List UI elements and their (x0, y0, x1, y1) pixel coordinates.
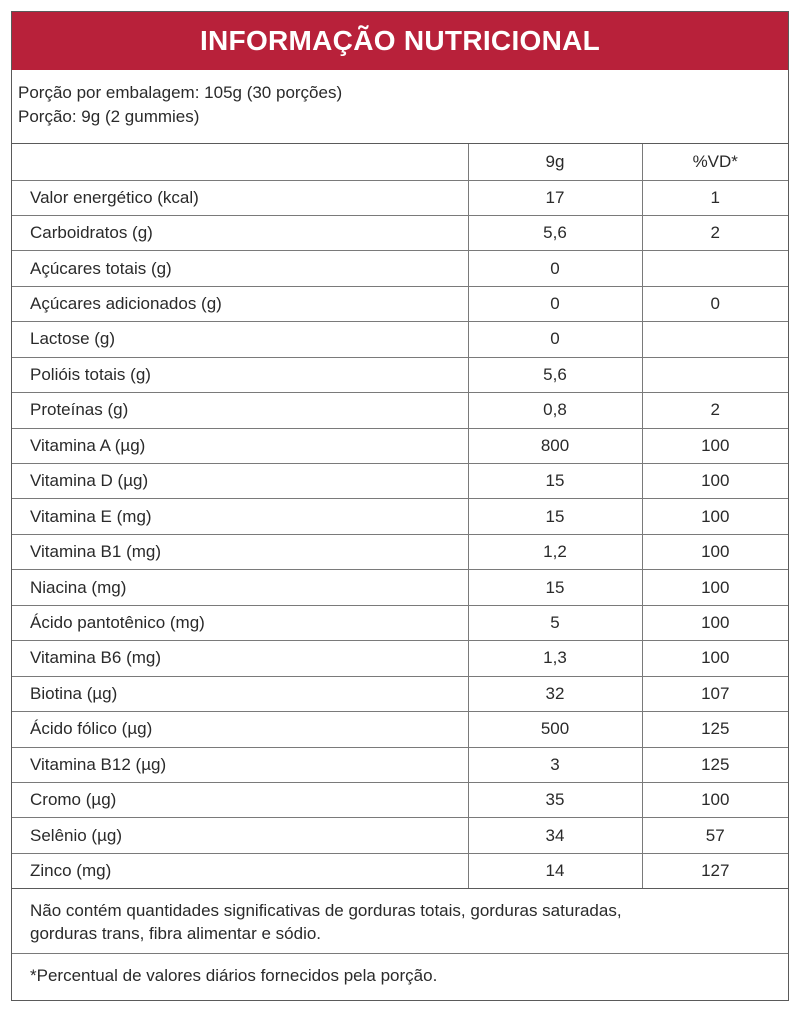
nutrient-daily-value: 100 (642, 605, 788, 640)
nutrient-daily-value: 2 (642, 393, 788, 428)
table-row (12, 499, 788, 534)
table-row (12, 428, 788, 463)
portion-info (12, 70, 788, 144)
nutrient-daily-value: 100 (642, 534, 788, 569)
nutrient-name: Açúcares totais (g) (12, 251, 468, 286)
label-header (12, 12, 788, 70)
table-row (12, 712, 788, 747)
nutrient-name: Vitamina B12 (µg) (12, 747, 468, 782)
nutrient-quantity: 800 (468, 428, 642, 463)
table-row (12, 641, 788, 676)
nutrient-daily-value: 100 (642, 464, 788, 499)
nutrient-quantity: 35 (468, 782, 642, 817)
nutrient-quantity: 14 (468, 853, 642, 888)
nutrient-daily-value: 125 (642, 712, 788, 747)
nutrient-quantity: 32 (468, 676, 642, 711)
nutrient-name: Açúcares adicionados (g) (12, 286, 468, 321)
table-row (12, 464, 788, 499)
nutrient-name: Valor energético (kcal) (12, 180, 468, 215)
nutrient-daily-value: 1 (642, 180, 788, 215)
nutrient-name: Vitamina B1 (mg) (12, 534, 468, 569)
nutrient-name: Polióis totais (g) (12, 357, 468, 392)
nutrient-quantity: 0,8 (468, 393, 642, 428)
nutrient-daily-value: 100 (642, 499, 788, 534)
nutrient-daily-value: 0 (642, 286, 788, 321)
table-row (12, 676, 788, 711)
nutrient-daily-value: 100 (642, 570, 788, 605)
table-row (12, 286, 788, 321)
serving-size: Porção: 9g (2 gummies) (18, 107, 200, 126)
nutrient-quantity: 5,6 (468, 357, 642, 392)
nutrient-daily-value (642, 322, 788, 357)
nutrient-daily-value (642, 357, 788, 392)
table-row (12, 782, 788, 817)
nutrient-daily-value: 57 (642, 818, 788, 853)
table-row (12, 215, 788, 250)
nutrient-quantity: 1,2 (468, 534, 642, 569)
table-row (12, 357, 788, 392)
nutrient-name: Vitamina A (µg) (12, 428, 468, 463)
nutrient-name: Lactose (g) (12, 322, 468, 357)
nutrient-name: Proteínas (g) (12, 393, 468, 428)
table-row (12, 534, 788, 569)
table-row (12, 393, 788, 428)
table-row (12, 818, 788, 853)
table-row (12, 180, 788, 215)
column-header-quantity: 9g (468, 144, 642, 180)
table-row (12, 605, 788, 640)
nutrition-table (12, 144, 788, 889)
nutrient-quantity: 17 (468, 180, 642, 215)
column-header-nutrient (12, 144, 468, 180)
nutrient-daily-value (642, 251, 788, 286)
note-line-2: gorduras trans, fibra alimentar e sódio. (30, 924, 322, 944)
label-title: INFORMAÇÃO NUTRICIONAL (199, 25, 601, 56)
nutrient-quantity: 15 (468, 499, 642, 534)
table-row (12, 747, 788, 782)
nutrient-name: Biotina (µg) (12, 676, 468, 711)
portions-per-package: Porção por embalagem: 105g (30 porções) (18, 83, 343, 102)
nutrient-name: Carboidratos (g) (12, 215, 468, 250)
nutrient-quantity: 0 (468, 286, 642, 321)
table-header-row (12, 144, 788, 180)
nutrient-name: Vitamina D (µg) (12, 464, 468, 499)
nutrient-quantity: 0 (468, 251, 642, 286)
nutrient-name: Zinco (mg) (12, 853, 468, 888)
table-row (12, 322, 788, 357)
nutrient-name: Ácido fólico (µg) (12, 712, 468, 747)
nutrient-daily-value: 107 (642, 676, 788, 711)
nutrient-name: Vitamina E (mg) (12, 499, 468, 534)
nutrient-name: Cromo (µg) (12, 782, 468, 817)
nutrient-daily-value: 100 (642, 428, 788, 463)
not-significant-note (12, 889, 788, 954)
nutrient-quantity: 500 (468, 712, 642, 747)
nutrient-name: Vitamina B6 (mg) (12, 641, 468, 676)
nutrient-daily-value: 100 (642, 641, 788, 676)
column-header-daily-value: %VD* (642, 144, 788, 180)
table-row (12, 570, 788, 605)
table-row (12, 251, 788, 286)
nutrient-name: Selênio (µg) (12, 818, 468, 853)
nutrient-quantity: 5,6 (468, 215, 642, 250)
nutrition-facts-label (11, 11, 789, 1001)
nutrient-quantity: 3 (468, 747, 642, 782)
nutrient-daily-value: 100 (642, 782, 788, 817)
table-row (12, 853, 788, 888)
nutrient-daily-value: 2 (642, 215, 788, 250)
nutrient-quantity: 0 (468, 322, 642, 357)
nutrient-quantity: 15 (468, 464, 642, 499)
note-line-1: Não contém quantidades significativas de gorduras totais, gorduras saturadas, (30, 901, 622, 921)
nutrient-name: Ácido pantotênico (mg) (12, 605, 468, 640)
nutrient-daily-value: 125 (642, 747, 788, 782)
nutrient-quantity: 15 (468, 570, 642, 605)
nutrient-daily-value: 127 (642, 853, 788, 888)
nutrient-name: Niacina (mg) (12, 570, 468, 605)
nutrient-quantity: 1,3 (468, 641, 642, 676)
nutrient-quantity: 34 (468, 818, 642, 853)
daily-value-footnote: *Percentual de valores diários fornecidos pela porção. (30, 966, 438, 986)
nutrient-quantity: 5 (468, 605, 642, 640)
